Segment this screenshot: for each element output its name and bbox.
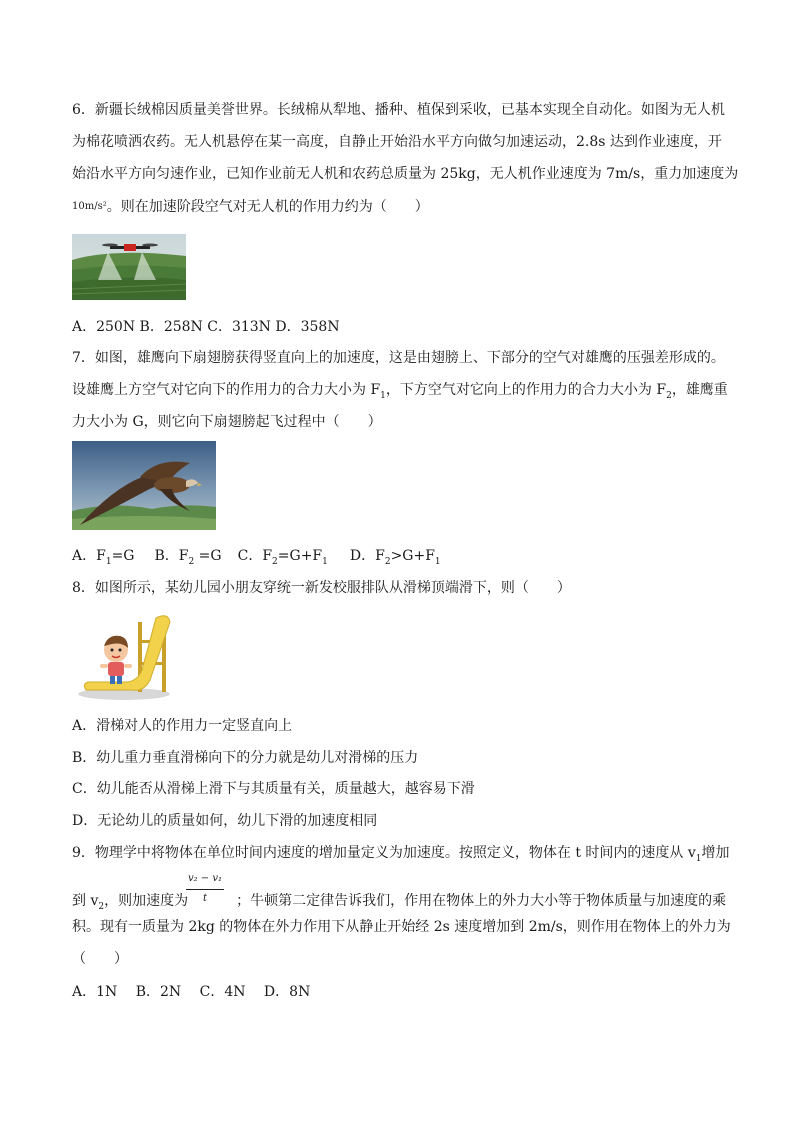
q9-line-3: 积。现有一质量为 2kg 的物体在外力作用下从静止开始经 2s 速度增加到 2m/s，则作用在物体上的外力为	[72, 919, 731, 935]
q6-line-4	[72, 198, 429, 216]
q7-line-2b: ，下方空气对它向上的作用力的合力大小为 F	[385, 382, 667, 398]
q8-option-d: D．无论幼儿的质量如何，幼儿下滑的加速度相同	[72, 813, 378, 829]
q7-line-2	[72, 381, 728, 405]
drone-photo	[72, 234, 186, 300]
q7-line-1: 7．如图，雄鹰向下扇翅膀获得竖直向上的加速度，这是由翅膀上、下部分的空气对雄鹰的压强差形成的。	[72, 350, 725, 366]
q7-options	[72, 547, 441, 571]
q7-option-c: C．$F_2=G+F_1$	[237, 548, 328, 567]
q9-line-2: 到 $v_2$，则加速度为 ；牛顿第二定律告诉我们，作用在物体上的外力大小等于物体质量与加速度的乘	[72, 893, 727, 912]
q6-gravity-unit: 10m/s²	[72, 201, 107, 212]
fraction-denominator: t	[202, 893, 208, 904]
q8-option-c: C．幼儿能否从滑梯上滑下与其质量有关，质量越大，越容易下滑	[72, 781, 475, 797]
slide-cartoon	[72, 610, 176, 702]
q7-sub-2: 2	[666, 390, 672, 401]
q6-line-2: 为棉花喷洒农药。无人机悬停在某一高度，自静止开始沿水平方向做匀加速运动，2.8s 达到作业速度，开	[72, 134, 722, 150]
q8-option-a: A．滑梯对人的作用力一定竖直向上	[72, 718, 293, 734]
q6-line-3: 始沿水平方向匀速作业，已知作业前无人机和农药总质量为 25kg，无人机作业速度为 7m/s，重力加速度为	[72, 166, 739, 182]
q6-options: A．250N B．258N C．313N D．358N	[72, 319, 340, 335]
fraction-numerator: v₂ − v₁	[187, 873, 223, 884]
q7-line-2c: ，雄鹰重	[671, 382, 728, 398]
q7-option-b: B．$F_2 =G$	[154, 548, 222, 567]
q9-line-4: （ ）	[72, 951, 128, 967]
eagle-photo	[72, 441, 216, 530]
q6-line-4-text: 。则在加速阶段空气对无人机的作用力约为（ ）	[106, 199, 429, 215]
q7-sub-1: 1	[380, 390, 386, 401]
q6-line-1: 6．新疆长绒棉因质量美誉世界。长绒棉从犁地、播种、植保到采收，已基本实现全自动化。如图为无人机	[72, 102, 725, 118]
q7-option-a: A．$F_1=G$	[72, 548, 135, 567]
q8-stem: 8．如图所示，某幼儿园小朋友穿统一新发校服排队从滑梯顶端滑下，则（ ）	[72, 580, 571, 596]
q9-options: A．1N B．2N C．4N D．8N	[72, 984, 311, 1000]
q7-option-d: D．$F_2>G+F_1$	[349, 548, 441, 567]
q7-line-3: 力大小为 G，则它向下扇翅膀起飞过程中（ ）	[72, 414, 382, 430]
fraction-bar	[186, 889, 224, 890]
q8-option-b: B．幼儿重力垂直滑梯向下的分力就是幼儿对滑梯的压力	[72, 750, 419, 766]
q9-line-1: 9．物理学中将物体在单位时间内速度的增加量定义为加速度。按照定义，物体在 t 时间内的速度从 $v_1$增加	[72, 845, 730, 864]
q7-line-2a: 设雄鹰上方空气对它向下的作用力的合力大小为 F	[72, 382, 381, 398]
acceleration-fraction	[184, 871, 226, 911]
